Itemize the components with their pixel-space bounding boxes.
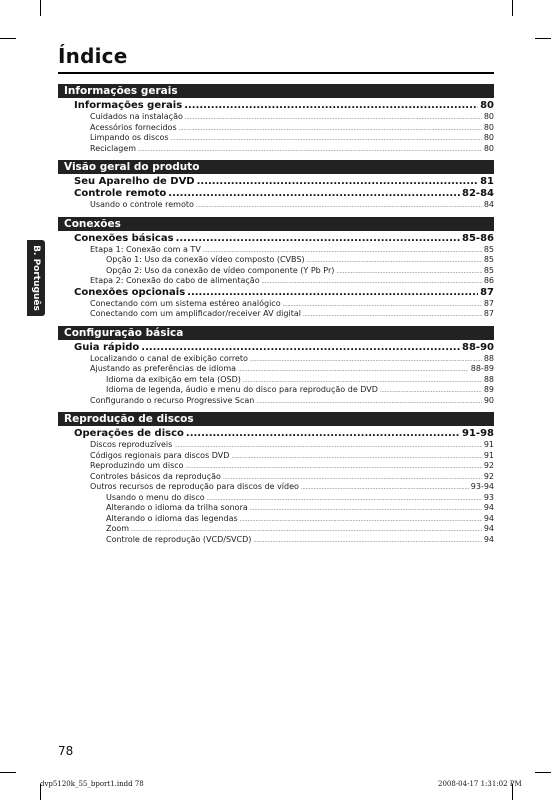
dot-leader — [256, 397, 481, 408]
toc-entry-title: Localizando o canal de exibição correto — [90, 353, 248, 363]
page-title: Índice — [58, 44, 128, 68]
dot-leader — [141, 342, 460, 354]
toc-entry[interactable] — [58, 482, 494, 493]
section-heading: Visão geral do produto — [58, 160, 494, 174]
language-side-tab — [27, 240, 45, 316]
toc-entry[interactable] — [58, 385, 494, 396]
toc-entry[interactable] — [58, 472, 494, 483]
toc-entry[interactable] — [58, 200, 494, 211]
crop-mark — [535, 772, 551, 773]
footer-timestamp: 2008-04-17 1:31:02 PM — [438, 780, 522, 788]
toc-entry[interactable] — [58, 299, 494, 310]
dot-leader — [380, 386, 482, 397]
dot-leader — [240, 515, 482, 526]
dot-leader — [336, 267, 481, 278]
toc-entry-page: 91-98 — [462, 428, 494, 439]
toc-entry-page: 80 — [483, 133, 494, 142]
toc-entry-title: Controle de reprodução (VCD/SVCD) — [106, 534, 252, 544]
crop-mark — [0, 772, 16, 773]
crop-mark — [40, 0, 41, 16]
toc-entry[interactable] — [58, 428, 494, 440]
footer-file-info: dvp5120k_55_bport1.indd 78 — [40, 780, 144, 788]
toc-entry[interactable] — [58, 503, 494, 514]
dot-leader — [168, 188, 460, 200]
toc-entry-page: 94 — [483, 503, 494, 512]
toc-entry-title: Acessórios fornecidos — [90, 122, 177, 132]
toc-entry-page: 94 — [483, 524, 494, 533]
dot-leader — [185, 113, 482, 124]
toc-entry[interactable] — [58, 255, 494, 266]
toc-entry[interactable] — [58, 461, 494, 472]
toc-entry[interactable] — [58, 276, 494, 287]
toc-entry-title: Controle remoto — [74, 188, 167, 199]
toc-entry-page: 80 — [483, 143, 494, 153]
dot-leader — [176, 233, 460, 245]
toc-entry-page: 88 — [483, 374, 494, 384]
toc-entry-page: 87 — [483, 309, 494, 318]
toc-entry-title: Conexões opcionais — [74, 286, 186, 298]
toc-entry[interactable] — [58, 176, 494, 188]
dot-leader — [303, 310, 482, 321]
toc-entry-page: 80 — [483, 112, 494, 121]
toc-entry-page: 80 — [483, 122, 494, 132]
toc-entry-page: 92 — [483, 471, 494, 481]
toc-entry-page: 84 — [483, 200, 494, 209]
dot-leader — [171, 134, 482, 145]
dot-leader — [231, 452, 481, 463]
toc-entry-page: 94 — [483, 534, 494, 544]
table-of-contents — [58, 84, 494, 545]
page-number: 78 — [58, 744, 74, 758]
toc-entry-page: 90 — [483, 395, 494, 405]
toc-entry[interactable] — [58, 266, 494, 277]
dot-leader — [238, 365, 469, 376]
toc-entry-title: Cuidados na instalação — [90, 112, 183, 121]
toc-entry-title: Guia rápido — [74, 341, 140, 353]
dot-leader — [250, 504, 482, 515]
dot-leader — [186, 428, 460, 440]
toc-entry-title: Limpando os discos — [90, 133, 169, 142]
toc-entry[interactable] — [58, 188, 494, 200]
toc-entry[interactable] — [58, 342, 494, 354]
toc-entry[interactable] — [58, 524, 494, 535]
toc-entry-title: Códigos regionais para discos DVD — [90, 450, 230, 460]
toc-entry-page: 87 — [483, 298, 494, 308]
section-heading: Configuração básica — [58, 326, 494, 340]
toc-entry-title: Outros recursos de reprodução para discos de vídeo — [90, 482, 299, 491]
dot-leader — [187, 287, 478, 299]
toc-entry[interactable] — [58, 123, 494, 134]
title-rule — [58, 72, 494, 74]
toc-entry-page: 94 — [483, 513, 494, 523]
toc-entry-title: Seu Aparelho de DVD — [74, 176, 195, 187]
section-heading: Reprodução de discos — [58, 412, 494, 426]
dot-leader — [253, 536, 481, 547]
toc-entry-page: 85 — [483, 265, 494, 275]
dot-leader — [184, 100, 478, 112]
toc-entry[interactable] — [58, 112, 494, 123]
toc-entry-page: 93 — [483, 492, 494, 502]
toc-entry-title: Idioma de legenda, áudio e menu do disco para reprodução de DVD — [106, 385, 378, 394]
toc-entry[interactable] — [58, 100, 494, 112]
toc-entry-title: Alterando o idioma das legendas — [106, 513, 238, 523]
toc-entry[interactable] — [58, 451, 494, 462]
crop-mark — [535, 38, 551, 39]
toc-entry-page: 88-89 — [470, 364, 494, 373]
toc-entry-title: Usando o controle remoto — [90, 200, 194, 209]
toc-entry-title: Discos reproduzíveis — [90, 440, 173, 449]
toc-entry[interactable] — [58, 440, 494, 451]
toc-entry-page: 86 — [483, 276, 494, 285]
toc-entry[interactable] — [58, 493, 494, 504]
dot-leader — [283, 300, 482, 311]
toc-entry-title: Zoom — [106, 524, 130, 533]
dot-leader — [301, 483, 469, 494]
toc-entry-page: 85 — [483, 255, 494, 264]
toc-entry[interactable] — [58, 364, 494, 375]
toc-entry-page: 85-86 — [462, 232, 494, 244]
toc-entry-title: Conectando com um sistema estéreo analógico — [90, 298, 281, 308]
toc-entry[interactable] — [58, 309, 494, 320]
toc-entry[interactable] — [58, 535, 494, 546]
toc-entry-page: 85 — [483, 244, 494, 254]
toc-entry[interactable] — [58, 375, 494, 386]
toc-entry-page: 87 — [480, 286, 494, 298]
dot-leader — [179, 124, 482, 135]
toc-entry-page: 91 — [483, 450, 494, 460]
toc-entry-title: Reproduzindo um disco — [90, 461, 184, 470]
toc-entry-title: Configurando o recurso Progressive Scan — [90, 395, 255, 405]
dot-leader — [250, 355, 482, 366]
toc-entry-title: Informações gerais — [74, 100, 183, 111]
dot-leader — [138, 145, 482, 156]
toc-entry-title: Conexões básicas — [74, 232, 174, 244]
toc-entry-page: 91 — [483, 440, 494, 449]
toc-entry-title: Controles básicos da reprodução — [90, 471, 221, 481]
toc-entry-page: 82-84 — [462, 188, 494, 199]
crop-mark — [512, 0, 513, 16]
dot-leader — [196, 201, 482, 212]
toc-entry-page: 93-94 — [470, 482, 494, 491]
toc-entry-page: 89 — [483, 385, 494, 394]
dot-leader — [186, 462, 482, 473]
toc-entry-title: Conectando com um amplificador/receiver AV digital — [90, 309, 301, 318]
toc-entry-title: Opção 1: Uso da conexão vídeo composto (CVBS) — [106, 255, 305, 264]
toc-entry-page: 88 — [483, 353, 494, 363]
section-heading: Conexões — [58, 217, 494, 231]
toc-entry-title: Idioma da exibição em tela (OSD) — [106, 374, 241, 384]
toc-entry-page: 80 — [480, 100, 494, 111]
toc-entry-title: Etapa 1: Conexão com a TV — [90, 244, 201, 254]
crop-mark — [0, 38, 16, 39]
dot-leader — [197, 176, 478, 188]
toc-entry-title: Etapa 2: Conexão do cabo de alimentação — [90, 276, 260, 285]
toc-entry-title: Opção 2: Uso da conexão de vídeo componente (Y Pb Pr) — [106, 265, 335, 275]
side-tab-label: B. Português — [31, 245, 41, 311]
toc-entry[interactable] — [58, 233, 494, 245]
toc-entry-title: Alterando o idioma da trilha sonora — [106, 503, 248, 512]
toc-entry[interactable] — [58, 144, 494, 155]
section-heading: Informações gerais — [58, 84, 494, 98]
toc-entry[interactable] — [58, 354, 494, 365]
toc-entry[interactable] — [58, 514, 494, 525]
toc-entry-title: Ajustando as preferências de idioma — [90, 364, 237, 373]
toc-entry-title: Operações de disco — [74, 428, 184, 439]
toc-entry-title: Reciclagem — [90, 143, 137, 153]
toc-entry-title: Usando o menu do disco — [106, 492, 205, 502]
toc-entry-page: 92 — [483, 461, 494, 470]
toc-entry[interactable] — [58, 287, 494, 299]
toc-entry-page: 88-90 — [462, 341, 494, 353]
toc-entry[interactable] — [58, 245, 494, 256]
toc-entry[interactable] — [58, 396, 494, 407]
toc-entry[interactable] — [58, 133, 494, 144]
toc-entry-page: 81 — [480, 176, 494, 187]
